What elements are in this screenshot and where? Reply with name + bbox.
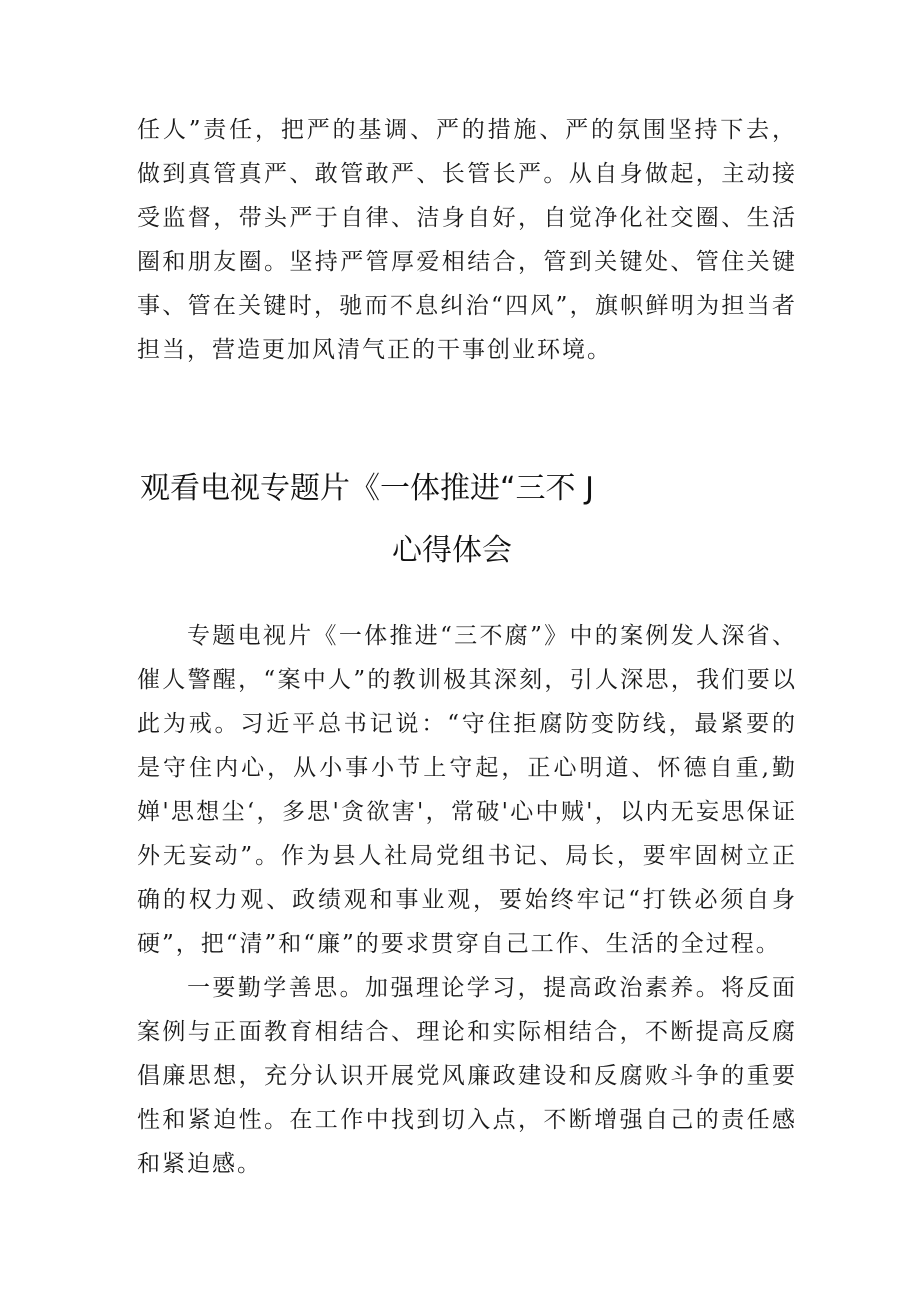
document-title: [140, 458, 780, 582]
top-paragraph: 任人”责任，把严的基调、严的措施、严的氛围坚持下去，做到真管真严、敢管敢严、长管长严。从自身做起，主动接受监督，带头严于自律、洁身自好，自觉净化社交圈、生活圈和朋友圈。坚持严管厚爱相结合，管到关键处、管住关键事、管在关键时，驰而不息纠治“四风”，旗帜鲜明为担当者担当，营造更加风清气正的干事创业环境。: [137, 117, 797, 363]
paragraph-1: 专题电视片《一体推进“三不腐”》中的案例发人深省、催人警醒，“案中人”的教训极其深刻，引人深思，我们要以此为戒。习近平总书记说：“守住拒腐防变防线，最紧要的是守住内心，从小事小节上守起，正心明道、怀德自重,勤婵'思想尘‘，多思'贪欲害'，常破'心中贼'，以内无妄思保证外无妄动”。作为县人社局党组书记、局长，要牢固树立正确的权力观、政绩观和事业观，要始终牢记“打铁必须自身硬”，把“清”和“廉”的要求贯穿自己工作、生活的全过程。: [137, 623, 797, 957]
main-body: [137, 614, 797, 1186]
title-line-2: 心得体会: [392, 533, 512, 568]
paragraph-2: 一要勤学善思。加强理论学习，提高政治素养。将反面案例与正面教育相结合、理论和实际相结合，不断提高反腐倡廉思想，充分认识开展党风廉政建设和反腐败斗争的重要性和紧迫性。在工作中找到切入点，不断增强自己的责任感和紧迫感。: [137, 975, 797, 1177]
title-line-1: 观看电视专题片《一体推进“三不 J: [140, 471, 594, 506]
